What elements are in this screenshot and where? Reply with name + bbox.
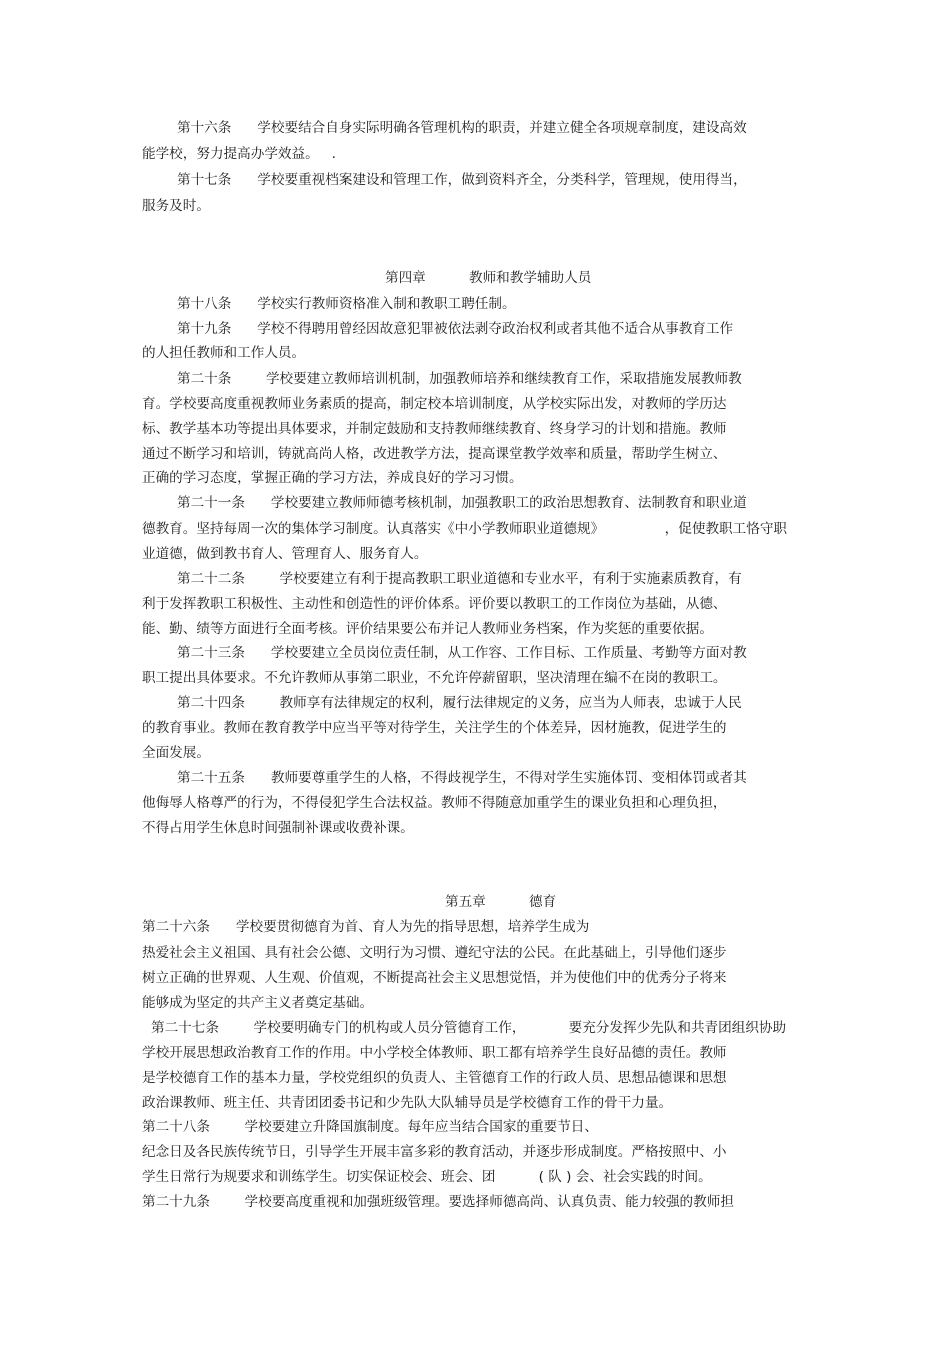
- article-16-line-1: 第十六条 学校要结合自身实际明确各管理机构的职责，并建立健全各项规章制度，建设高效: [177, 120, 747, 136]
- article-21-line-3: 业道德，做到教书育人、管理育人、服务育人。: [142, 546, 428, 562]
- article-22-line-2: 利于发挥教职工积极性、主动性和创造性的评价体系。评价要以教职工的工作岗位为基础，从德、: [142, 596, 727, 612]
- article-20-line-3: 标、教学基本功等提出具体要求，并制定鼓励和支持教师继续教育、终身学习的计划和措施。教师: [142, 421, 727, 437]
- article-28-line-1: 第二十八条 学校要建立升降国旗制度。每年应当结合国家的重要节日、: [142, 1119, 598, 1135]
- article-26-line-2: 热爱社会主义祖国、具有社会公德、文明行为习惯、遵纪守法的公民。在此基础上，引导他们逐步: [142, 945, 727, 961]
- article-22-line-1: 第二十二条 学校要建立有利于提高教职工职业道德和专业水平，有利于实施素质教育，有: [177, 571, 742, 587]
- chapter-4-heading: 第四章 教师和教学辅助人员: [385, 270, 592, 286]
- article-28-line-3: 学生日常行为规要求和训练学生。切实保证校会、班会、团 ( 队 ) 会、社会实践的时间。: [142, 1169, 712, 1185]
- article-20-line-4: 通过不断学习和培训，铸就高尚人格，改进教学方法，提高课堂教学效率和质量，帮助学生树立、: [142, 446, 727, 462]
- article-27-line-1: 第二十七条 学校要明确专门的机构或人员分管德育工作， 要充分发挥少先队和共青团组织协助: [151, 1020, 787, 1036]
- article-25-line-2: 他侮辱人格尊严的行为，不得侵犯学生合法权益。教师不得随意加重学生的课业负担和心理负担，: [142, 795, 727, 811]
- article-22-line-3: 能、勤、绩等方面进行全面考核。评价结果要公布并记人教师业务档案，作为奖惩的重要依据。: [142, 621, 713, 637]
- article-27-line-3: 是学校德育工作的基本力量，学校党组织的负责人、主管德育工作的行政人员、思想品德课和思想: [142, 1070, 727, 1086]
- article-16-line-2: 能学校，努力提高办学效益。 .: [142, 146, 337, 162]
- article-26-line-3: 树立正确的世界观、人生观、价值观，不断提高社会主义思想觉悟，并为使他们中的优秀分子将来: [142, 970, 727, 986]
- article-21-line-2: 德教育。坚持每周一次的集体学习制度。认真落实《中小学教师职业道德规》 ，促使教职工恪守职: [142, 521, 788, 537]
- article-25-line-3: 不得占用学生休息时间强制补课或收费补课。: [142, 820, 414, 836]
- article-29-line-1: 第二十九条 学校要高度重视和加强班级管理。要选择师德高尚、认真负责、能力较强的教师担: [142, 1194, 734, 1210]
- article-20-line-2: 育。学校要高度重视教师业务素质的提高，制定校本培训制度，从学校实际出发，对教师的学历达: [142, 396, 727, 412]
- article-20-line-5: 正确的学习态度，掌握正确的学习方法，养成良好的学习习惯。: [142, 470, 523, 486]
- article-20-line-1: 第二十条 学校要建立教师培训机制，加强教师培养和继续教育工作，采取措施发展教师教: [177, 371, 742, 387]
- article-24-line-2: 的教育事业。教师在教育教学中应当平等对待学生，关注学生的个体差异，因材施教，促进学生的: [142, 720, 727, 736]
- article-28-line-2: 纪念日及各民族传统节日，引导学生开展丰富多彩的教育活动，并逐步形成制度。严格按照中、小: [142, 1144, 727, 1160]
- article-24-line-1: 第二十四条 教师享有法律规定的权利，履行法律规定的义务，应当为人师表，忠诚于人民: [177, 695, 742, 711]
- article-27-line-4: 政治课教师、班主任、共青团团委书记和少先队大队辅导员是学校德育工作的骨干力量。: [142, 1095, 673, 1111]
- article-24-line-3: 全面发展。: [142, 745, 210, 761]
- article-19-line-2: 的人担任教师和工作人员。: [142, 345, 306, 361]
- article-19-line-1: 第十九条 学校不得聘用曾经因故意犯罪被依法剥夺政治权利或者其他不适合从事教育工作: [177, 321, 734, 337]
- article-17-line-1: 第十七条 学校要重视档案建设和管理工作，做到资料齐全，分类科学，管理规，使用得当，: [177, 172, 747, 188]
- article-26-line-4: 能够成为坚定的共产主义者奠定基础。: [142, 995, 374, 1011]
- article-23-line-1: 第二十三条 学校要建立全员岗位责任制，从工作容、工作目标、工作质量、考勤等方面对教: [177, 645, 747, 661]
- article-26-line-1: 第二十六条 学校要贯彻德育为首、育人为先的指导思想，培养学生成为: [142, 919, 590, 935]
- article-27-line-2: 学校开展思想政治教育工作的作用。中小学校全体教师、职工都有培养学生良好品德的责任。教师: [142, 1045, 727, 1061]
- chapter-5-heading: 第五章 德育: [445, 894, 557, 910]
- article-23-line-2: 职工提出具体要求。不允许教师从事第二职业，不允许停薪留职，坚决清理在编不在岗的教职工。: [142, 670, 727, 686]
- article-21-line-1: 第二十一条 学校要建立教师师德考核机制，加强教职工的政治思想教育、法制教育和职业道: [177, 495, 747, 511]
- article-25-line-1: 第二十五条 教师要尊重学生的人格，不得歧视学生，不得对学生实施体罚、变相体罚或者其: [177, 770, 747, 786]
- article-17-line-2: 服务及时。: [142, 198, 210, 214]
- article-18-line-1: 第十八条 学校实行教师资格准入制和教职工聘任制。: [177, 296, 516, 312]
